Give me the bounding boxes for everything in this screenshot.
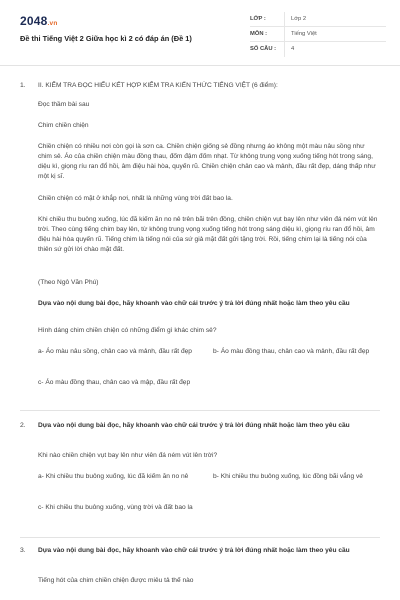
meta-row-grade [250,12,386,27]
section-heading: II. KIỂM TRA ĐỌC HIỂU KẾT HỢP KIỂM TRA KIẾN THỨC TIẾNG VIỆT (6 điểm): [38,82,278,89]
question-prompt: Dựa vào nội dung bài đọc, hãy khoanh vào chữ cái trước ý trả lời đúng nhất hoặc làm theo yêu cầu [38,300,350,307]
answer-option-a[interactable]: a- Khi chiều thu buông xuống, lúc đã kiếm ăn no nê [38,473,189,480]
answer-option-b[interactable]: b- Áo màu đồng thau, chân cao và mảnh, đầu rất đẹp [213,348,370,355]
story-paragraph: Chiền chiện có mặt ở khắp nơi, nhất là những vùng trời đất bao la. [38,195,233,202]
question-2 [20,421,380,531]
meta-value: Lớp 2 [284,12,306,26]
exam-meta-table [250,12,386,57]
meta-value: 4 [284,42,294,57]
question-body [38,421,380,531]
meta-label: SỐ CÂU : [250,46,277,53]
meta-label: MÔN : [250,30,268,37]
story-paragraph: Chiền chiện có nhiều nơi còn gọi là sơn ca. Chiền chiện giống sẻ đồng nhưng áo không một màu nâu sồng như chim sẻ. Áo của chiền chiện màu đồng thau, đốm đậm đốm nhạt. Từ không trung vọng xuống tiếng hót trong sáng, diệu kì, giọng ríu ran đổ hồi, âm điệu hài hòa, quyến rũ. Chiền chiện chân cao và mảnh, đầu rất đẹp, dáng thấp như một kị sĩ. [38,143,376,180]
question-number: 3. [20,547,26,554]
question-body [38,81,380,407]
question-body [38,546,380,596]
question-number: 2. [20,422,26,429]
meta-row-count [250,42,386,57]
answer-option-b[interactable]: b- Khi chiều thu buông xuống, lúc đồng bãi vắng vẻ [213,473,363,480]
answer-option-a[interactable]: a- Áo màu nâu sồng, chân cao và mảnh, đầu rất đẹp [38,348,192,355]
question-divider [20,410,380,411]
question-prompt: Dựa vào nội dung bài đọc, hãy khoanh vào chữ cái trước ý trả lời đúng nhất hoặc làm theo yêu cầu [38,547,350,554]
exam-header [0,0,400,66]
reading-instruction: Đọc thầm bài sau [38,101,90,108]
question-divider [20,537,380,538]
site-logo[interactable] [20,12,58,30]
story-source: (Theo Ngô Văn Phú) [38,279,99,286]
question-text: Hình dáng chim chiền chiện có những điểm gì khác chim sẻ? [38,327,217,334]
meta-label: LỚP : [250,15,266,22]
answer-option-c[interactable]: c- Khi chiều thu buông xuống, vùng trời và đất bao la [38,504,193,511]
exam-title: Đề thi Tiếng Việt 2 Giữa học kì 2 có đáp án (Đề 1) [20,34,192,43]
question-3 [20,546,380,596]
story-paragraph: Khi chiều thu buông xuống, lúc đã kiếm ăn no nê trên bãi trên đồng, chiền chiện vụt bay lên như viên đá ném vút lên trời. Theo cùng tiếng chim bay lên, từ không trung vọng xuống tiếng hót trong sáng diệu kì, giọng ríu ran đổ hồi, âm điệu hài hòa quyến rũ. Tiếng chim là tiếng nói của sứ giả mặt đất gửi tặng trời. Rồi, tiếng chim lại là tiếng nói của thiên sứ gửi lời chào mặt đất. [38,216,378,253]
story-title: Chim chiền chiện [38,122,89,129]
meta-value: Tiếng Việt [284,27,317,41]
logo-text: 2048 [20,14,48,28]
logo-suffix: .vn [47,20,58,27]
question-text: Tiếng hót của chim chiền chiện được miêu tả thế nào [38,577,194,584]
meta-row-subject [250,27,386,42]
answer-option-c[interactable]: c- Áo màu đồng thau, chân cao và mập, đầu rất đẹp [38,379,191,386]
question-number: 1. [20,82,26,89]
question-prompt: Dựa vào nội dung bài đọc, hãy khoanh vào chữ cái trước ý trả lời đúng nhất hoặc làm theo yêu cầu [38,422,350,429]
question-text: Khi nào chiền chiện vụt bay lên như viên đá ném vút lên trời? [38,452,218,459]
question-1 [20,81,380,407]
